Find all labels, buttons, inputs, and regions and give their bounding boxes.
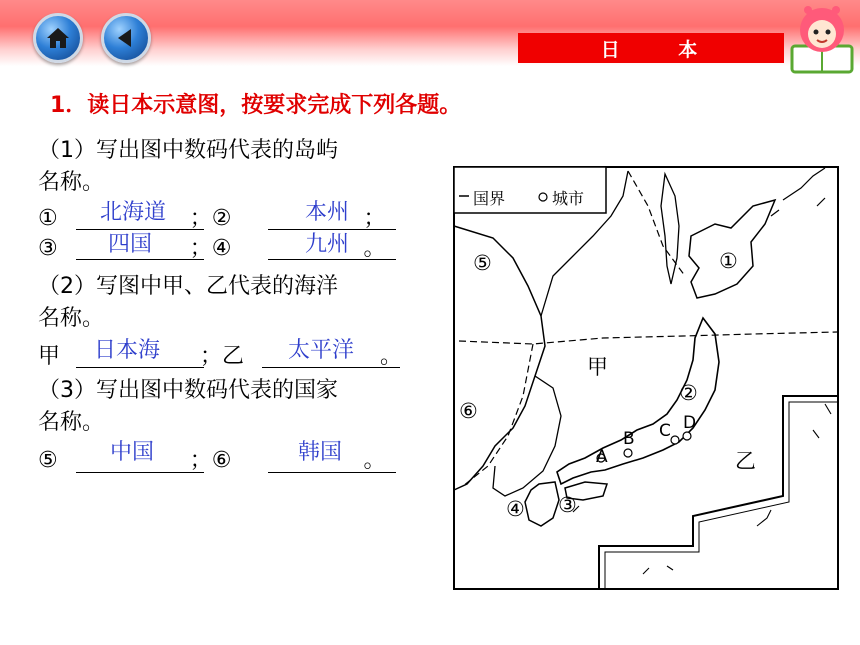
answer-1: 北海道 — [100, 200, 167, 225]
answer-blank-2[interactable] — [268, 229, 396, 230]
answer-blank-3[interactable] — [76, 259, 204, 260]
question-2-text-cont: 名称。 — [38, 306, 105, 331]
mascot-character-icon — [784, 0, 860, 78]
marker-4: ；④ — [189, 236, 232, 261]
answer-4: 九州 — [305, 232, 350, 257]
question-1-text-cont: 名称。 — [38, 170, 105, 195]
city-c-label: C — [659, 421, 671, 441]
page-title-text: 日 本 — [600, 38, 724, 61]
city-d-label: D — [683, 413, 697, 433]
answer-blank-1[interactable] — [76, 229, 204, 230]
page-title — [518, 33, 784, 63]
marker-1: ① — [38, 206, 58, 231]
map-label-1: ① — [719, 249, 738, 273]
answer-blank-yi[interactable] — [262, 367, 400, 368]
city-d-marker — [683, 432, 691, 440]
answer-blank-5[interactable] — [76, 472, 204, 473]
map-label-yi: 乙 — [735, 449, 756, 473]
map-label-6: ⑥ — [459, 399, 478, 423]
label-jia-text: 甲 — [38, 344, 61, 369]
city-b-label: B — [623, 429, 635, 449]
map-legend — [454, 167, 606, 213]
row-end-punct: 。 — [380, 344, 403, 369]
question-1-text: （1）写出图中数码代表的岛屿 — [38, 138, 338, 163]
question-3-text-cont: 名称。 — [38, 410, 105, 435]
answer-blank-jia[interactable] — [76, 367, 204, 368]
map-label-4: ④ — [506, 497, 525, 521]
exercise-heading: 1．读日本示意图，按要求完成下列各题。 — [50, 93, 462, 118]
answer-jia: 日本海 — [94, 338, 161, 363]
map-frame — [454, 167, 838, 589]
label-yi-text: ；乙 — [200, 344, 245, 369]
legend-city-symbol — [539, 193, 547, 201]
city-c-marker — [671, 436, 679, 444]
answer-5: 中国 — [110, 440, 155, 465]
legend-city-label: 城市 — [552, 189, 585, 208]
answer-blank-6[interactable] — [268, 472, 396, 473]
marker-6: ；⑥ — [189, 448, 232, 473]
map-label-3: ③ — [558, 493, 577, 517]
marker-5: ⑤ — [38, 448, 58, 473]
marker-2: ；② — [189, 206, 232, 231]
back-arrow-icon — [111, 23, 141, 53]
answer-3: 四国 — [108, 232, 153, 257]
map-label-2: ② — [679, 381, 698, 405]
answer-blank-4[interactable] — [268, 259, 396, 260]
map-label-jia: 甲 — [587, 355, 608, 379]
row-end-punct: 。 — [363, 448, 386, 473]
question-2-text: （2）写图中甲、乙代表的海洋 — [38, 274, 338, 299]
marker-3: ③ — [38, 236, 58, 261]
map-label-5: ⑤ — [473, 251, 492, 275]
back-button[interactable] — [101, 13, 151, 63]
city-b-marker — [624, 449, 632, 457]
home-icon — [43, 23, 73, 53]
legend-border-label: 国界 — [473, 189, 506, 208]
answer-yi: 太平洋 — [288, 338, 355, 363]
question-3-text: （3）写出图中数码代表的国家 — [38, 378, 338, 403]
answer-6: 韩国 — [298, 440, 343, 465]
city-a-label: A — [596, 447, 608, 467]
row-end-punct: 。 — [363, 236, 386, 261]
row-end-punct: ； — [363, 206, 386, 231]
japan-map — [453, 166, 839, 590]
home-button[interactable] — [33, 13, 83, 63]
answer-2: 本州 — [305, 200, 350, 225]
